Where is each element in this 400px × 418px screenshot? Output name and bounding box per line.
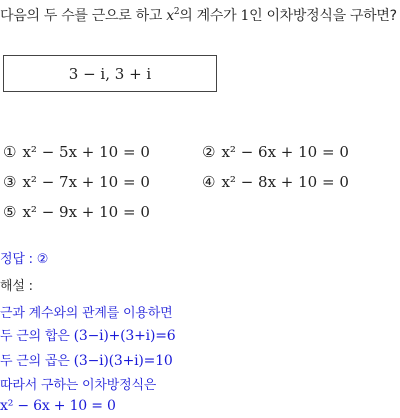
answer-label: 정답 : bbox=[0, 252, 37, 267]
explanation-heading: 해설 : bbox=[0, 279, 33, 294]
explanation-line-5-math: x² − 6x + 10 = 0 bbox=[0, 398, 116, 414]
answer-line bbox=[0, 248, 48, 267]
option-3-expression: x² − 7x + 10 = 0 bbox=[22, 173, 150, 191]
question-text-mid: 의 계수가 bbox=[179, 8, 241, 24]
option-3-number: ③ bbox=[3, 173, 17, 191]
question-variable: x bbox=[166, 8, 174, 24]
explanation-line-2 bbox=[0, 325, 175, 344]
explanation-line-3-math: (3−i)(3+i)=10 bbox=[73, 353, 173, 369]
option-2[interactable] bbox=[202, 143, 349, 161]
option-5[interactable] bbox=[3, 203, 150, 221]
question-exponent: 2 bbox=[173, 7, 180, 17]
question-text-before: 다음의 두 수를 근으로 하고 bbox=[0, 8, 167, 24]
option-4-expression: x² − 8x + 10 = 0 bbox=[221, 173, 349, 191]
question-coefficient: 1 bbox=[240, 8, 250, 24]
explanation-line-2-math: (3−i)+(3+i)=6 bbox=[73, 328, 176, 344]
answer-value: ② bbox=[36, 252, 49, 267]
explanation-line-2-text: 두 근의 합은 bbox=[0, 329, 74, 344]
explanation-line-3 bbox=[0, 350, 173, 369]
option-1-expression: x² − 5x + 10 = 0 bbox=[22, 143, 150, 161]
roots-box: 3 − i, 3 + i bbox=[3, 55, 217, 92]
option-1-number: ① bbox=[3, 143, 17, 161]
option-5-expression: x² − 9x + 10 = 0 bbox=[22, 203, 150, 221]
option-5-number: ⑤ bbox=[3, 203, 17, 221]
option-2-expression: x² − 6x + 10 = 0 bbox=[221, 143, 349, 161]
question-text-after: 인 이차방정식을 구하면? bbox=[249, 8, 397, 24]
explanation-line-3-text: 두 근의 곱은 bbox=[0, 354, 74, 369]
option-3[interactable] bbox=[3, 173, 150, 191]
option-4-number: ④ bbox=[202, 173, 216, 191]
option-2-number: ② bbox=[202, 143, 216, 161]
option-4[interactable] bbox=[202, 173, 349, 191]
option-1[interactable] bbox=[3, 143, 150, 161]
question-text bbox=[0, 4, 398, 28]
explanation-line-4: 따라서 구하는 이차방정식은 bbox=[0, 378, 157, 393]
explanation-line-1: 근과 계수와의 관계를 이용하면 bbox=[0, 306, 173, 321]
